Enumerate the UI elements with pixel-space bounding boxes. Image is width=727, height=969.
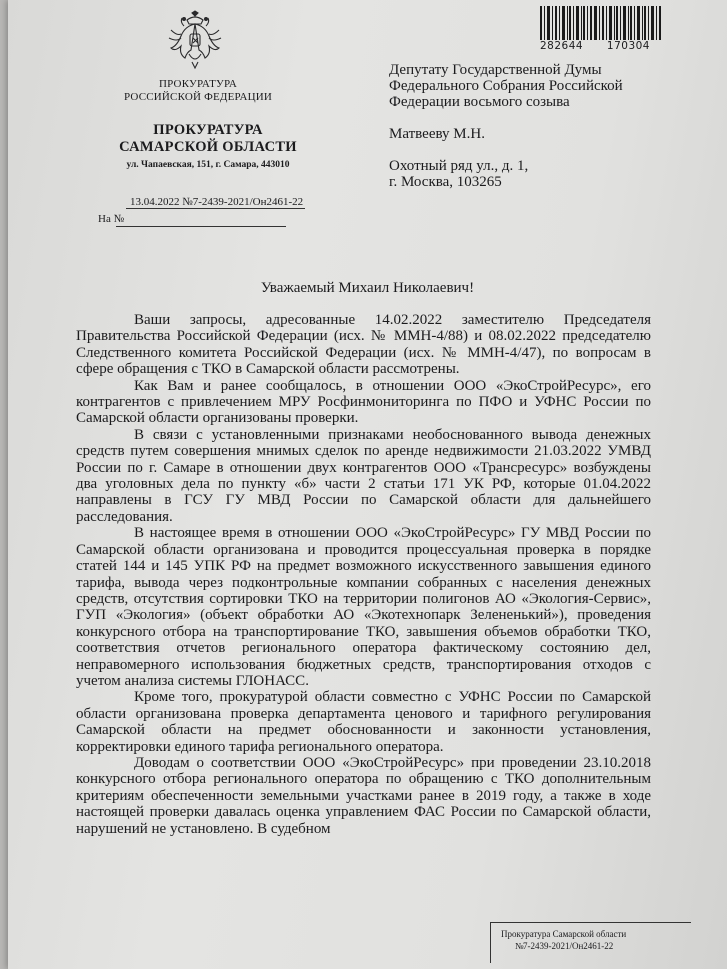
barcode-number (540, 40, 650, 52)
letter-page (8, 0, 727, 969)
addressee-block (389, 62, 719, 190)
reference-number-label: На № (98, 213, 125, 225)
stamp-line1: Прокуратура Самарской области (501, 929, 627, 939)
addressee-street: Охотный ряд ул., д. 1, (389, 158, 529, 174)
addressee-line1: Депутату Государственной Думы (389, 62, 602, 78)
barcode-left-digits: 282644 (540, 40, 584, 52)
stamp-number-sign: № (515, 941, 524, 951)
registration-number: 13.04.2022 №7-2439-2021/Он2461-22 (126, 196, 305, 209)
paragraph: Кроме того, прокуратурой области совместно с УФНС России по Самарской области организована проверка департамента ценового и тарифного регулирования Самарской области на предмет обоснованности и законности установления, корректировки единого тарифа регионального оператора. (76, 689, 651, 755)
sender-address: ул. Чапаевская, 151, г. Самара, 443010 (126, 160, 290, 170)
sender-office-line2: САМАРСКОЙ ОБЛАСТИ (119, 139, 297, 155)
stamp-line2: 7-2439-2021/Он2461-22 (523, 941, 614, 951)
addressee-line3: Федерации восьмого созыва (389, 94, 570, 110)
barcode-icon (536, 6, 666, 42)
sender-office (108, 122, 308, 156)
barcode-right-digits: 170304 (606, 40, 650, 52)
letter-body (76, 312, 651, 837)
addressee-name: Матвееву М.Н. (389, 126, 485, 142)
addressee-city: г. Москва, 103265 (389, 174, 502, 190)
paragraph: В связи с установленными признаками необоснованного вывода денежных средств путем совершения мнимых сделок по аренде недвижимости 21.03.2022 УМВД России по г. Самаре в отношении двух контрагентов ООО «Трансресурс» возбуждены два уголовных дела по пункту «б» части 2 статьи 171 УК РФ, которые 01.04.2022 направлены в ГСУ ГУ МВД России по Самарской области для дальнейшего расследования. (76, 426, 651, 525)
paragraph: В настоящее время в отношении ООО «ЭкоСтройРесурс» ГУ МВД России по Самарской области организована и проводится процессуальная проверка в порядке статей 144 и 145 УПК РФ на предмет возможного искусственного завышения единого тарифа, вывода через подконтрольные компании собранных с населения денежных средств, отсутствия сортировки ТКО на территории полигонов АО «Экология-Сервис», ГУП «Экология» (объект обработки АО «Экотехнопарк Зелененький»), проведения конкурсного отбора на транспортирование ТКО, завышения объемов обработки ТКО, соответствия отчетов регионального оператора фактическому состоянию дел, неправомерного использования бюджетных средств, транспортирования отходов с учетом анализа системы ГЛОНАСС. (76, 525, 651, 689)
double-headed-eagle-emblem-icon (166, 10, 224, 72)
paragraph: Ваши запросы, адресованные 14.02.2022 заместителю Председателя Правительства Российской Федерации (исх. № ММН-4/88) и 08.02.2022 председателю Следственного комитета Российской Федерации (исх. № ММН-4/47), по вопросам в сфере обращения с ТКО в Самарской области рассмотрены. (76, 312, 651, 378)
salutation: Уважаемый Михаил Николаевич! (260, 280, 475, 296)
sender-org-line2: РОССИЙСКОЙ ФЕДЕРАЦИИ (123, 91, 273, 103)
paragraph: Как Вам и ранее сообщалось, в отношении ООО «ЭкоСтройРесурс», его контрагентов с привлечением МРУ Росфинмониторинга по ПФО и УФНС России по Самарской области организованы проверки. (76, 377, 651, 427)
reference-number-line (116, 226, 286, 227)
addressee-line2: Федерального Собрания Российской (389, 78, 623, 94)
sender-office-line1: ПРОКУРАТУРА (153, 122, 263, 138)
sender-org-line1: ПРОКУРАТУРА (158, 78, 238, 90)
registration-stamp (490, 922, 691, 963)
sender-organization (118, 78, 278, 104)
paragraph: Доводам о соответствии ООО «ЭкоСтройРесурс» при проведении 23.10.2018 конкурсного отбора регионального оператора по обращению с ТКО дополнительным критериям обеспеченности земельными участками ранее в 2019 году, а также в ходе настоящей проверки давалась оценка управлением ФАС России по Самарской области, нарушений не установлено. В судебном (76, 754, 651, 837)
